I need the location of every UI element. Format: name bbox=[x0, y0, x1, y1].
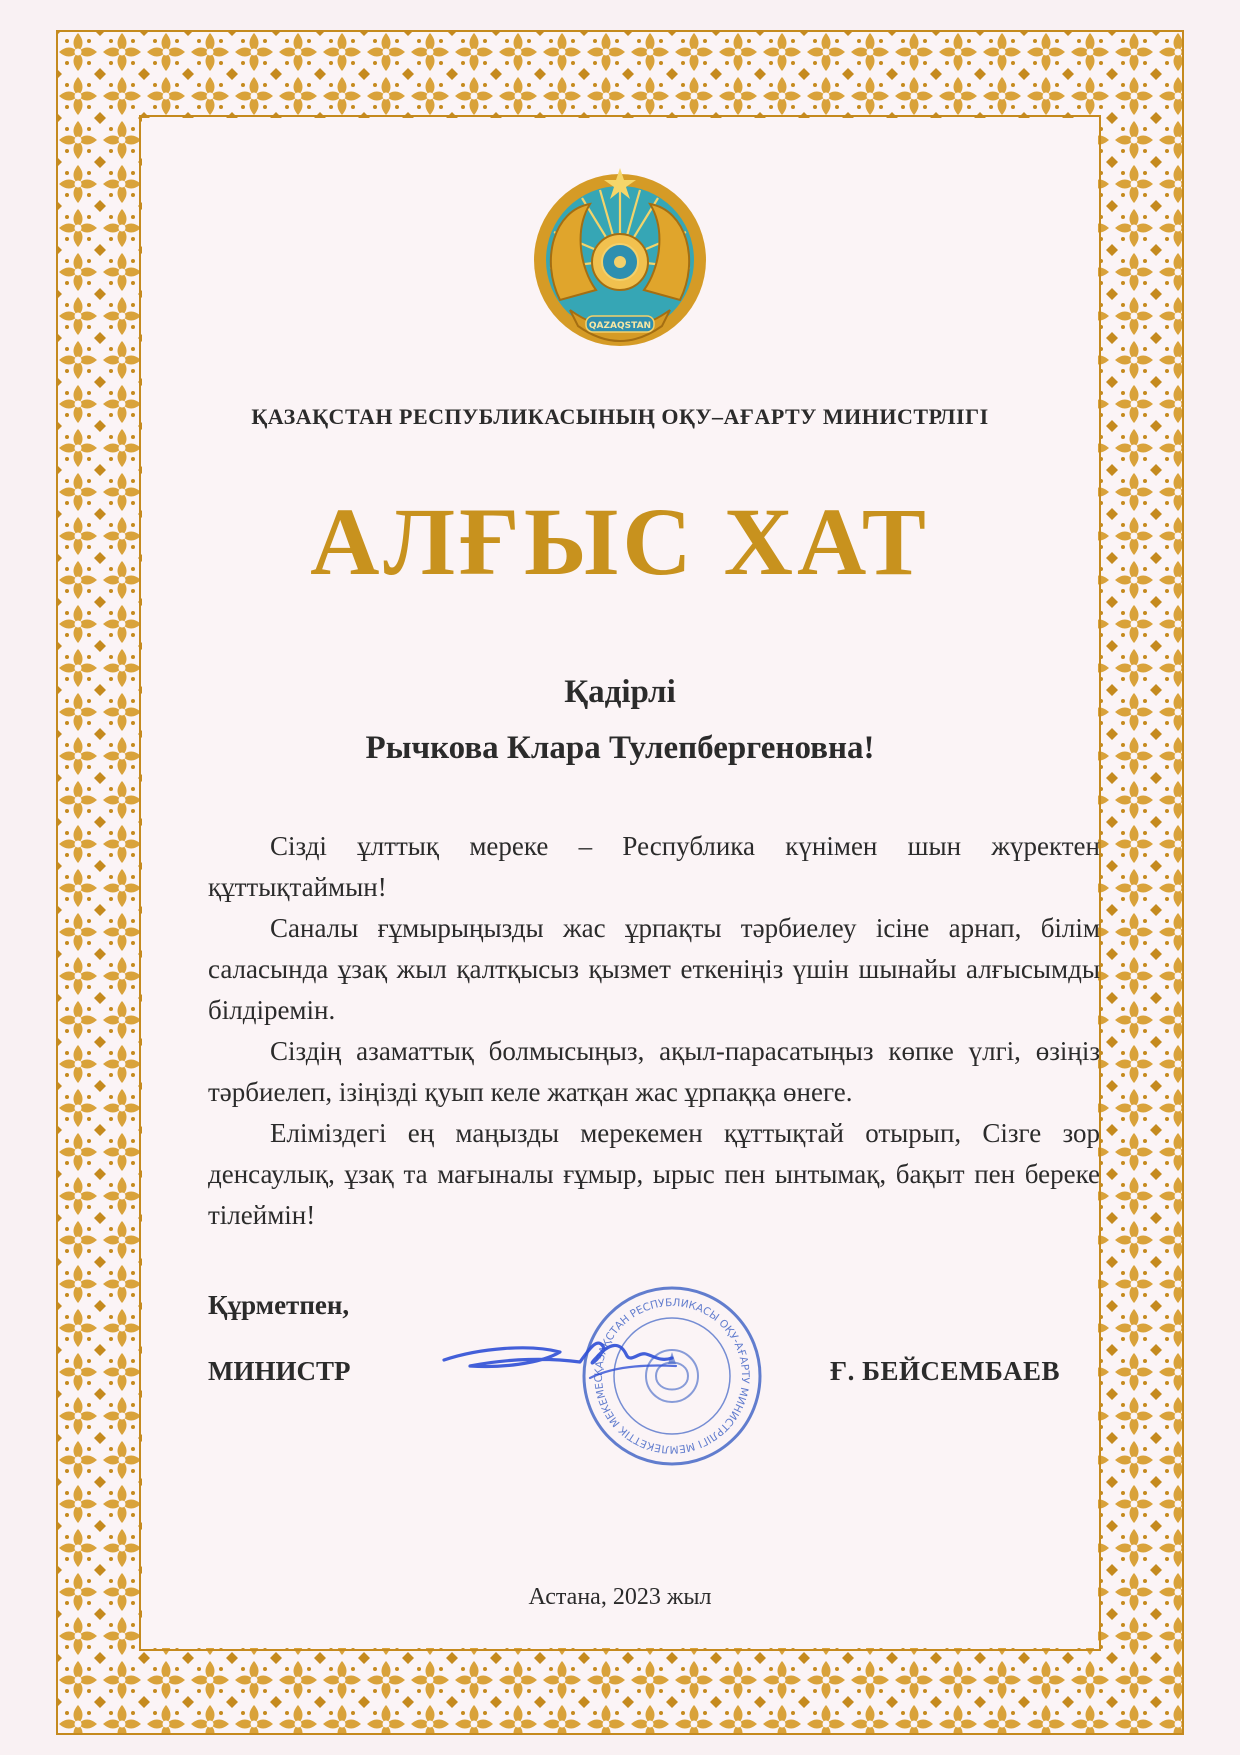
signer-name: Ғ. БЕЙСЕМБАЕВ bbox=[829, 1356, 1060, 1386]
salutation-greeting: Қадірлі bbox=[564, 674, 676, 710]
salutation bbox=[142, 664, 1098, 776]
body-paragraph: Еліміздегі ең маңызды мерекемен құттықтай отырып, Сізге зор денсаулық, ұзақ та мағыналы ғұмыр, ырыс пен ынтымақ, бақыт пен береке тілеймін! bbox=[208, 1118, 1100, 1230]
body-paragraph: Саналы ғұмырыңызды жас ұрпақты тәрбиелеу ісіне арнап, білім саласында ұзақ жыл қалтқысыз қызмет еткеніңіз үшін шынайы алғысымды білдіремін. bbox=[208, 913, 1100, 1025]
body-paragraph: Сіздің азаматтық болмысыңыз, ақыл-парасатыңыз көпке үлгі, өзіңіз тәрбиелеп, ізіңізді қуып келе жатқан жас ұрпаққа өнеге. bbox=[208, 1036, 1100, 1107]
closing-phrase: Құрметпен, bbox=[208, 1290, 350, 1320]
svg-text:QAZAQSTAN: QAZAQSTAN bbox=[588, 321, 652, 331]
letter-body bbox=[208, 826, 1100, 1236]
svg-text:ҚАЗАҚСТАН РЕСПУБЛИКАСЫ ОҚУ-АҒА: ҚАЗАҚСТАН РЕСПУБЛИКАСЫ ОҚУ-АҒАРТУ МИНИСТРЛІГІ МЕМЛЕКЕТТІК МЕКЕМЕС bbox=[592, 1296, 752, 1456]
body-paragraph: Сізді ұлттық мереке – Республика күнімен шын жүректен құттықтаймын! bbox=[208, 831, 1100, 902]
place-and-date: Астана, 2023 жыл bbox=[528, 1584, 712, 1610]
signer-position: МИНИСТР bbox=[208, 1356, 351, 1386]
recipient-name: Рычкова Клара Тулепбергеновна! bbox=[365, 730, 875, 766]
ministry-name: ҚАЗАҚСТАН РЕСПУБЛИКАСЫНЫҢ ОҚУ–АҒАРТУ МИНИСТРЛІГІ bbox=[251, 404, 989, 429]
signature bbox=[440, 1318, 710, 1408]
state-emblem bbox=[530, 150, 710, 380]
certificate-title: АЛҒЫС ХАТ bbox=[310, 488, 930, 595]
